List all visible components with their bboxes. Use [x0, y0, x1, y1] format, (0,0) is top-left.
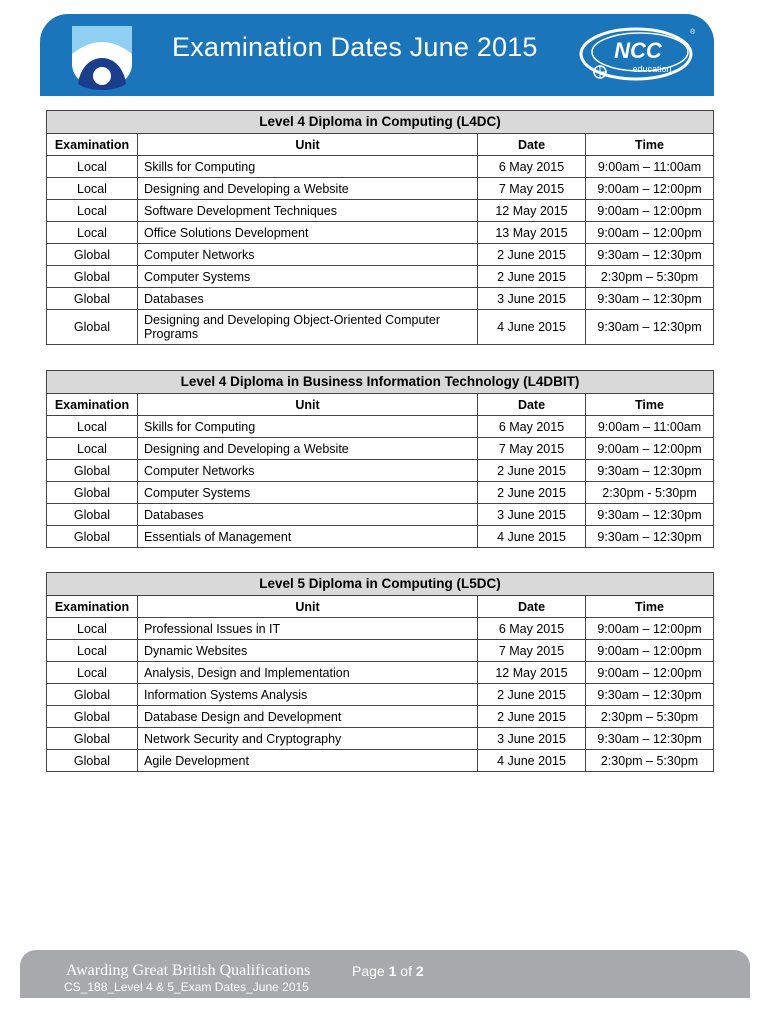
exam-type-cell: Global: [47, 310, 138, 345]
column-header-examination: Examination: [47, 596, 138, 618]
table-row: [47, 156, 714, 178]
column-header-unit: Unit: [138, 134, 478, 156]
time-cell: 9:00am – 12:00pm: [586, 178, 714, 200]
time-cell: 9:30am – 12:30pm: [586, 684, 714, 706]
table-row: [47, 684, 714, 706]
time-cell: 9:00am – 12:00pm: [586, 618, 714, 640]
unit-cell: Analysis, Design and Implementation: [138, 662, 478, 684]
svg-text:®: ®: [690, 29, 696, 36]
date-cell: 12 May 2015: [478, 200, 586, 222]
time-cell: 9:30am – 12:30pm: [586, 526, 714, 548]
footer-tagline: Awarding Great British Qualifications: [66, 962, 311, 979]
unit-cell: Information Systems Analysis: [138, 684, 478, 706]
unit-cell: Database Design and Development: [138, 706, 478, 728]
unit-cell: Databases: [138, 504, 478, 526]
column-header-time: Time: [586, 596, 714, 618]
exam-type-cell: Global: [47, 728, 138, 750]
page-current: 1: [388, 963, 397, 979]
date-cell: 4 June 2015: [478, 750, 586, 772]
table-row: [47, 416, 714, 438]
exam-type-cell: Global: [47, 460, 138, 482]
table-row: [47, 482, 714, 504]
page-number: [352, 963, 424, 979]
column-header-date: Date: [478, 394, 586, 416]
table-row: [47, 222, 714, 244]
table-row: [47, 706, 714, 728]
time-cell: 2:30pm - 5:30pm: [586, 482, 714, 504]
table-title: Level 5 Diploma in Computing (L5DC): [47, 573, 714, 596]
exam-type-cell: Local: [47, 618, 138, 640]
date-cell: 6 May 2015: [478, 618, 586, 640]
table-row: [47, 460, 714, 482]
date-cell: 7 May 2015: [478, 178, 586, 200]
date-cell: 4 June 2015: [478, 526, 586, 548]
page-prefix: Page: [352, 963, 385, 979]
column-header-examination: Examination: [47, 394, 138, 416]
unit-cell: Dynamic Websites: [138, 640, 478, 662]
page-title: Examination Dates June 2015: [172, 32, 538, 62]
table-row: [47, 618, 714, 640]
exam-table-l4dbit: [46, 370, 714, 548]
exam-type-cell: Global: [47, 244, 138, 266]
date-cell: 4 June 2015: [478, 310, 586, 345]
exam-type-cell: Global: [47, 504, 138, 526]
time-cell: 2:30pm – 5:30pm: [586, 750, 714, 772]
date-cell: 2 June 2015: [478, 266, 586, 288]
date-cell: 12 May 2015: [478, 662, 586, 684]
time-cell: 2:30pm – 5:30pm: [586, 266, 714, 288]
column-header-date: Date: [478, 596, 586, 618]
column-header-time: Time: [586, 394, 714, 416]
time-cell: 9:30am – 12:30pm: [586, 460, 714, 482]
time-cell: 2:30pm – 5:30pm: [586, 706, 714, 728]
table-row: [47, 310, 714, 345]
exam-type-cell: Local: [47, 416, 138, 438]
unit-cell: Computer Systems: [138, 482, 478, 504]
exam-type-cell: Local: [47, 640, 138, 662]
time-cell: 9:30am – 12:30pm: [586, 504, 714, 526]
time-cell: 9:30am – 12:30pm: [586, 728, 714, 750]
exam-type-cell: Global: [47, 482, 138, 504]
time-cell: 9:00am – 12:00pm: [586, 438, 714, 460]
table-row: [47, 750, 714, 772]
time-cell: 9:00am – 12:00pm: [586, 222, 714, 244]
exam-type-cell: Global: [47, 526, 138, 548]
svg-text:education: education: [632, 64, 672, 74]
table-row: [47, 266, 714, 288]
exam-type-cell: Global: [47, 706, 138, 728]
time-cell: 9:00am – 12:00pm: [586, 662, 714, 684]
time-cell: 9:30am – 12:30pm: [586, 288, 714, 310]
table-row: [47, 244, 714, 266]
date-cell: 2 June 2015: [478, 244, 586, 266]
table-row: [47, 288, 714, 310]
date-cell: 3 June 2015: [478, 728, 586, 750]
exam-type-cell: Global: [47, 288, 138, 310]
table-title: Level 4 Diploma in Business Information Technology (L4DBIT): [47, 371, 714, 394]
date-cell: 6 May 2015: [478, 156, 586, 178]
table-row: [47, 504, 714, 526]
unit-cell: Professional Issues in IT: [138, 618, 478, 640]
exam-type-cell: Global: [47, 684, 138, 706]
date-cell: 2 June 2015: [478, 706, 586, 728]
unit-cell: Designing and Developing Object-Oriented Computer Programs: [138, 310, 478, 345]
table-row: [47, 178, 714, 200]
unit-cell: Agile Development: [138, 750, 478, 772]
date-cell: 2 June 2015: [478, 482, 586, 504]
date-cell: 3 June 2015: [478, 288, 586, 310]
ncc-education-logo: [578, 24, 696, 86]
time-cell: 9:30am – 12:30pm: [586, 244, 714, 266]
time-cell: 9:00am – 12:00pm: [586, 640, 714, 662]
unit-cell: Designing and Developing a Website: [138, 178, 478, 200]
column-header-time: Time: [586, 134, 714, 156]
page-total: 2: [415, 963, 424, 979]
table-row: [47, 526, 714, 548]
column-header-unit: Unit: [138, 394, 478, 416]
table-row: [47, 200, 714, 222]
unit-cell: Essentials of Management: [138, 526, 478, 548]
exam-type-cell: Local: [47, 156, 138, 178]
exam-type-cell: Global: [47, 750, 138, 772]
table-row: [47, 640, 714, 662]
table-row: [47, 728, 714, 750]
time-cell: 9:00am – 11:00am: [586, 416, 714, 438]
exam-type-cell: Local: [47, 662, 138, 684]
exam-type-cell: Local: [47, 178, 138, 200]
date-cell: 2 June 2015: [478, 460, 586, 482]
page-of: of: [400, 963, 412, 979]
table-row: [47, 438, 714, 460]
unit-cell: Computer Networks: [138, 244, 478, 266]
column-header-examination: Examination: [47, 134, 138, 156]
unit-cell: Computer Networks: [138, 460, 478, 482]
time-cell: 9:30am – 12:30pm: [586, 310, 714, 345]
column-header-date: Date: [478, 134, 586, 156]
time-cell: 9:00am – 11:00am: [586, 156, 714, 178]
unit-cell: Network Security and Cryptography: [138, 728, 478, 750]
exam-type-cell: Local: [47, 222, 138, 244]
page-footer: [20, 950, 750, 998]
shield-logo-icon: [70, 24, 134, 90]
exam-type-cell: Global: [47, 266, 138, 288]
exam-type-cell: Local: [47, 438, 138, 460]
table-title: Level 4 Diploma in Computing (L4DC): [47, 111, 714, 134]
document-code: CS_188_Level 4 & 5_Exam Dates_June 2015: [64, 980, 309, 994]
unit-cell: Designing and Developing a Website: [138, 438, 478, 460]
exam-table-l4dc: [46, 110, 714, 345]
page-header-banner: [40, 14, 714, 96]
exam-table-l5dc: [46, 572, 714, 772]
exam-type-cell: Local: [47, 200, 138, 222]
logo-text: NCC: [614, 38, 662, 63]
unit-cell: Office Solutions Development: [138, 222, 478, 244]
unit-cell: Software Development Techniques: [138, 200, 478, 222]
unit-cell: Computer Systems: [138, 266, 478, 288]
column-header-unit: Unit: [138, 596, 478, 618]
date-cell: 7 May 2015: [478, 438, 586, 460]
date-cell: 3 June 2015: [478, 504, 586, 526]
unit-cell: Skills for Computing: [138, 156, 478, 178]
date-cell: 2 June 2015: [478, 684, 586, 706]
table-row: [47, 662, 714, 684]
time-cell: 9:00am – 12:00pm: [586, 200, 714, 222]
unit-cell: Skills for Computing: [138, 416, 478, 438]
date-cell: 13 May 2015: [478, 222, 586, 244]
unit-cell: Databases: [138, 288, 478, 310]
date-cell: 7 May 2015: [478, 640, 586, 662]
date-cell: 6 May 2015: [478, 416, 586, 438]
